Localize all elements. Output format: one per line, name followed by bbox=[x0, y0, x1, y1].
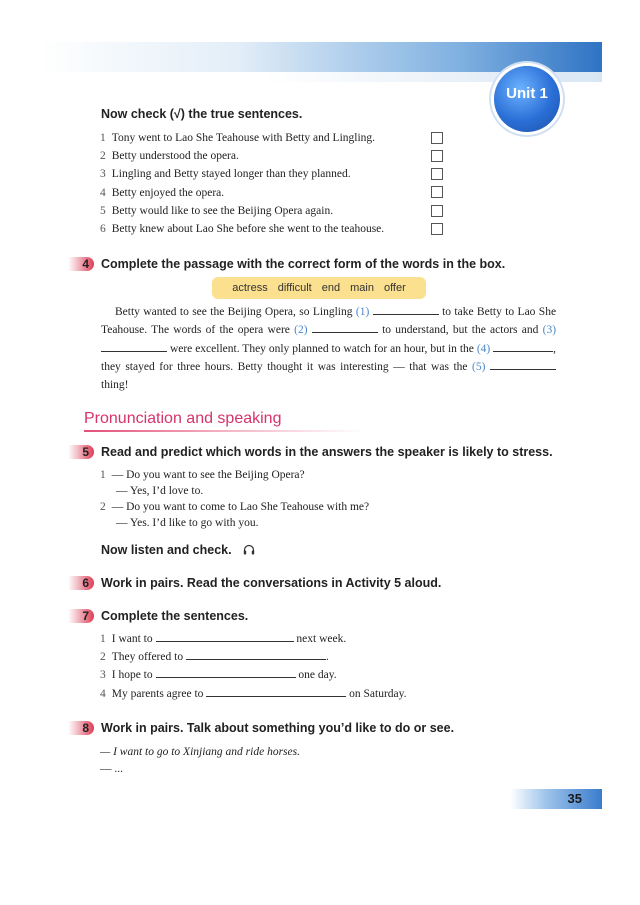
word-box bbox=[212, 277, 426, 299]
exercise-4-heading: Complete the passage with the correct form of the words in the box. bbox=[101, 257, 506, 271]
word-box-item: actress bbox=[232, 282, 268, 294]
exercise-7-heading: Complete the sentences. bbox=[101, 609, 249, 623]
exercise-number-tag: 7 bbox=[68, 609, 94, 623]
list-item: 2 They offered to . bbox=[100, 651, 329, 664]
word-box-item: end bbox=[321, 282, 341, 294]
list-item: — Yes. I’d like to go with you. bbox=[116, 517, 259, 529]
checkbox-5[interactable] bbox=[431, 205, 443, 217]
list-item: 1 — Do you want to see the Beijing Opera? bbox=[100, 469, 305, 481]
exercise-8-heading: Work in pairs. Talk about something you’d like to do or see. bbox=[101, 721, 455, 735]
list-item: 4 Betty enjoyed the opera. bbox=[100, 186, 225, 199]
list-item: 6 Betty knew about Lao She before she went to the teahouse. bbox=[100, 223, 385, 236]
page-number-bar bbox=[510, 789, 602, 809]
sentence-list bbox=[100, 630, 407, 703]
section-underline bbox=[84, 430, 364, 432]
blank-3[interactable] bbox=[101, 341, 167, 352]
headphones-icon[interactable] bbox=[243, 544, 255, 555]
checkbox-4[interactable] bbox=[431, 186, 443, 198]
word-box-item: difficult bbox=[277, 282, 312, 294]
list-item: 2 — Do you want to come to Lao She Teahouse with me? bbox=[100, 501, 370, 513]
checkbox-6[interactable] bbox=[431, 223, 443, 235]
conversation-list bbox=[100, 467, 369, 531]
list-item: 5 Betty would like to see the Beijing Opera again. bbox=[100, 204, 334, 217]
blank-1[interactable] bbox=[373, 304, 439, 315]
dialogue-line: — ... bbox=[100, 763, 123, 775]
list-item: 1 Tony went to Lao She Teahouse with Betty and Lingling. bbox=[100, 132, 376, 144]
list-item: 3 I hope to one day. bbox=[100, 669, 337, 682]
exercise-5-heading: Read and predict which words in the answers the speaker is likely to stress. bbox=[101, 445, 553, 459]
list-item: 1 I want to next week. bbox=[100, 633, 347, 645]
passage: Betty wanted to see the Beijing Opera, so Lingling (1) to take Betty to Lao She Teahouse. The words of the opera were (2) to understand, but the actors and (3) were excellent. They only planned to watch for an hour, but in the (4) , they stayed for three hours. Betty thought it was interesting — that was the (5) thing! bbox=[101, 306, 557, 392]
check-heading: Now check (√) the true sentences. bbox=[101, 107, 303, 121]
checkbox-1[interactable] bbox=[431, 132, 443, 144]
page-number: 35 bbox=[567, 791, 582, 806]
exercise-number-tag: 5 bbox=[68, 445, 94, 459]
blank[interactable] bbox=[156, 631, 294, 642]
list-item: 2 Betty understood the opera. bbox=[100, 150, 239, 163]
listen-heading: Now listen and check. bbox=[101, 543, 255, 557]
blank[interactable] bbox=[156, 667, 296, 678]
unit-badge bbox=[494, 66, 560, 132]
section-title: Pronunciation and speaking bbox=[84, 410, 282, 427]
list-item: 4 My parents agree to on Saturday. bbox=[100, 687, 407, 700]
blank-2[interactable] bbox=[312, 322, 378, 333]
list-item: — Yes, I’d love to. bbox=[116, 485, 204, 497]
check-list bbox=[100, 129, 384, 238]
blank-5[interactable] bbox=[490, 359, 556, 370]
exercise-number-tag: 6 bbox=[68, 576, 94, 590]
example-dialogue bbox=[100, 744, 300, 778]
checkbox-2[interactable] bbox=[431, 150, 443, 162]
dialogue-line: — I want to go to Xinjiang and ride horses. bbox=[100, 746, 300, 758]
blank[interactable] bbox=[206, 686, 346, 697]
unit-badge-label: Unit 1 bbox=[506, 85, 548, 102]
exercise-6-heading: Work in pairs. Read the conversations in Activity 5 aloud. bbox=[101, 576, 442, 590]
word-box-item: main bbox=[350, 282, 374, 294]
exercise-number-tag: 8 bbox=[68, 721, 94, 735]
blank-4[interactable] bbox=[493, 341, 553, 352]
blank[interactable] bbox=[186, 649, 326, 660]
list-item: 3 Lingling and Betty stayed longer than they planned. bbox=[100, 168, 351, 181]
checkbox-3[interactable] bbox=[431, 168, 443, 180]
exercise-number-tag: 4 bbox=[68, 257, 94, 271]
word-box-item: offer bbox=[383, 282, 406, 294]
